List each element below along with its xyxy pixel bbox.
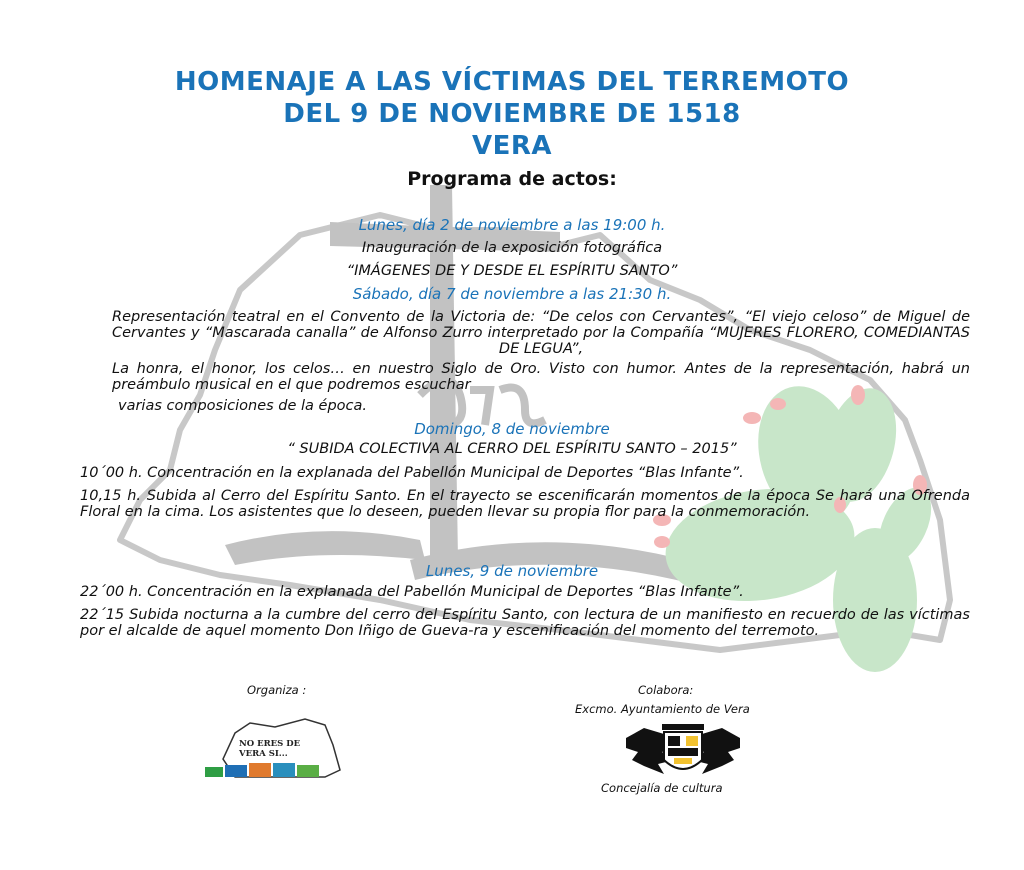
title-line-3: VERA	[471, 131, 553, 161]
sunday-hike-description: 10,15 h. Subida al Cerro del Espíritu Santo. En el trayecto se escenificarán momentos de la época Se hará una Ofrenda Floral en la cima. Los asistentes que lo deseen, pueden llevar su propia flor para la conmemoración.	[80, 488, 970, 520]
collaborator-name: Excmo. Ayuntamiento de Vera	[575, 702, 750, 716]
coat-of-arms-graphic	[624, 720, 742, 780]
organizer-logo	[205, 715, 347, 781]
event-date-monday-2: Lunes, día 2 de noviembre a las 19:00 h.	[358, 216, 666, 234]
theatre-description: Representación teatral en el Convento de la Victoria de: “De celos con Cervantes”, “El viejo celoso” de Miguel de Cervantes y “Mascarada canalla” de Alfonso Zurro interpretado por la Compañía “MUJERES FLORERO, COMEDIANTAS DE LEGUA”,	[112, 309, 970, 357]
sunday-meeting: 10´00 h. Concentración en la explanada del Pabellón Municipal de Deportes “Blas Infante”.	[80, 465, 744, 481]
event-date-monday-9: Lunes, 9 de noviembre	[425, 562, 599, 580]
theatre-summary-end: varias composiciones de la época.	[118, 398, 367, 414]
monday-meeting: 22´00 h. Concentración en la explanada del Pabellón Municipal de Deportes “Blas Infante”.	[80, 584, 744, 600]
exhibition-title: “IMÁGENES DE Y DESDE EL ESPÍRITU SANTO”	[346, 263, 678, 279]
monday-night-hike: 22´15 Subida nocturna a la cumbre del cerro del Espíritu Santo, con lectura de un manifiesto en recuerdo de las víctimas por el alcalde de aquel momento Don Iñigo de Gueva-ra y escenificación del momento del terremoto.	[80, 607, 970, 639]
exhibition-line: Inauguración de la exposición fotográfica	[361, 240, 663, 256]
title-line-2: DEL 9 DE NOVIEMBRE DE 1518	[283, 99, 741, 129]
title-line-1: HOMENAJE A LAS VÍCTIMAS DEL TERREMOTO	[174, 67, 850, 97]
colabora-label: Colabora:	[638, 683, 694, 697]
event-date-saturday-7: Sábado, día 7 de noviembre a las 21:30 h.	[352, 285, 672, 303]
event-date-sunday-8: Domingo, 8 de noviembre	[414, 420, 610, 438]
department-name: Concejalía de cultura	[601, 781, 723, 795]
organiza-label: Organiza :	[247, 683, 307, 697]
theatre-summary: La honra, el honor, los celos… en nuestro Siglo de Oro. Visto con humor. Antes de la representación, habrá un preámbulo musical en el que podremos escuchar	[112, 361, 970, 393]
vera-coat-of-arms	[624, 720, 742, 780]
program-heading: Programa de actos:	[407, 168, 617, 190]
organizer-logo-text: NO ERES DE VERA SI...	[239, 739, 301, 759]
hike-title: “ SUBIDA COLECTIVA AL CERRO DEL ESPÍRITU SANTO – 2015”	[287, 441, 737, 457]
